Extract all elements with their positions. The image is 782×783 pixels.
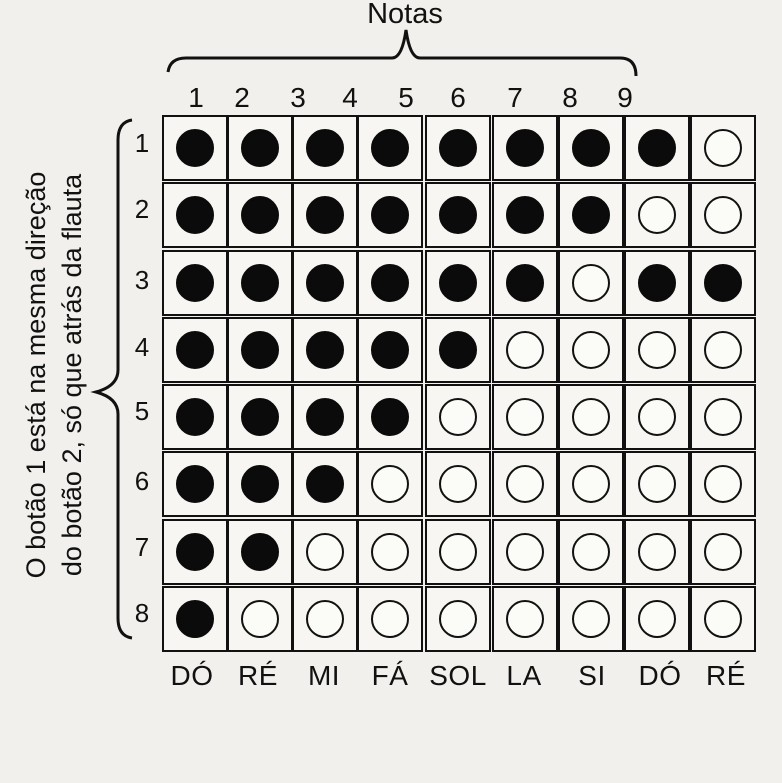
- open-hole-icon: [572, 264, 610, 302]
- note-label: SI: [578, 660, 606, 691]
- closed-hole-icon: [439, 264, 477, 302]
- closed-hole-icon: [306, 129, 344, 167]
- grid-cell: [690, 250, 756, 316]
- note-label: FÁ: [371, 660, 409, 691]
- grid-cell: [425, 384, 491, 450]
- column-number: 3: [290, 82, 306, 113]
- closed-hole-icon: [241, 331, 279, 369]
- closed-hole-icon: [241, 465, 279, 503]
- open-hole-icon: [638, 600, 676, 638]
- open-hole-icon: [506, 465, 544, 503]
- column-number: 2: [234, 82, 250, 113]
- grid-cell: [492, 586, 558, 652]
- grid-cell: [162, 317, 228, 383]
- open-hole-icon: [439, 465, 477, 503]
- grid-cell: [357, 115, 423, 181]
- row-number: 2: [134, 194, 150, 224]
- open-hole-icon: [704, 398, 742, 436]
- note-label: SOL: [429, 660, 487, 691]
- grid-cell: [425, 519, 491, 585]
- grid-cell: [558, 586, 624, 652]
- closed-hole-icon: [638, 129, 676, 167]
- grid-cell: [690, 519, 756, 585]
- closed-hole-icon: [241, 196, 279, 234]
- grid-cell: [624, 182, 690, 248]
- side-caption-line-1: O botão 1 está na mesma direção: [21, 171, 51, 579]
- closed-hole-icon: [241, 398, 279, 436]
- column-number: 8: [562, 82, 578, 113]
- open-hole-icon: [638, 196, 676, 234]
- row-number: 7: [134, 532, 150, 562]
- closed-hole-icon: [176, 196, 214, 234]
- grid-cell: [624, 519, 690, 585]
- open-hole-icon: [704, 331, 742, 369]
- closed-hole-icon: [241, 129, 279, 167]
- grid-cell: [357, 317, 423, 383]
- grid-cell: [624, 384, 690, 450]
- row-number: 3: [134, 265, 150, 295]
- open-hole-icon: [439, 533, 477, 571]
- open-hole-icon: [638, 398, 676, 436]
- closed-hole-icon: [306, 331, 344, 369]
- closed-hole-icon: [371, 331, 409, 369]
- grid-cell: [690, 115, 756, 181]
- closed-hole-icon: [176, 600, 214, 638]
- open-hole-icon: [572, 600, 610, 638]
- open-hole-icon: [306, 533, 344, 571]
- note-label: DÓ: [638, 660, 682, 691]
- grid-cell: [492, 115, 558, 181]
- row-number: 5: [134, 396, 150, 426]
- grid-cell: [292, 384, 358, 450]
- grid-cell: [227, 317, 293, 383]
- grid-cell: [292, 182, 358, 248]
- open-hole-icon: [638, 331, 676, 369]
- open-hole-icon: [439, 398, 477, 436]
- row-number: 4: [134, 332, 150, 362]
- grid-cell: [492, 519, 558, 585]
- note-label: LA: [506, 660, 542, 691]
- grid-cell: [690, 384, 756, 450]
- grid-cell: [558, 519, 624, 585]
- closed-hole-icon: [176, 264, 214, 302]
- closed-hole-icon: [306, 196, 344, 234]
- open-hole-icon: [371, 533, 409, 571]
- closed-hole-icon: [572, 196, 610, 234]
- grid-cell: [227, 451, 293, 517]
- row-number: 1: [134, 128, 150, 158]
- grid-cell: [292, 519, 358, 585]
- closed-hole-icon: [176, 398, 214, 436]
- grid-cell: [357, 451, 423, 517]
- closed-hole-icon: [371, 398, 409, 436]
- closed-hole-icon: [176, 533, 214, 571]
- grid-cell: [292, 115, 358, 181]
- column-number: 5: [398, 82, 414, 113]
- grid-cell: [425, 451, 491, 517]
- closed-hole-icon: [241, 264, 279, 302]
- open-hole-icon: [704, 533, 742, 571]
- column-number: 7: [507, 82, 523, 113]
- row-number: 6: [134, 466, 150, 496]
- grid-cell: [492, 182, 558, 248]
- open-hole-icon: [439, 600, 477, 638]
- closed-hole-icon: [439, 129, 477, 167]
- closed-hole-icon: [506, 196, 544, 234]
- grid-cell: [292, 451, 358, 517]
- grid-cell: [558, 250, 624, 316]
- grid-cell: [425, 115, 491, 181]
- closed-hole-icon: [176, 331, 214, 369]
- open-hole-icon: [371, 600, 409, 638]
- closed-hole-icon: [176, 129, 214, 167]
- open-hole-icon: [704, 129, 742, 167]
- grid-cell: [162, 451, 228, 517]
- grid-cell: [227, 250, 293, 316]
- closed-hole-icon: [306, 264, 344, 302]
- grid-cell: [425, 317, 491, 383]
- grid-cell: [357, 384, 423, 450]
- open-hole-icon: [572, 398, 610, 436]
- closed-hole-icon: [506, 264, 544, 302]
- grid-cell: [162, 384, 228, 450]
- closed-hole-icon: [704, 264, 742, 302]
- grid-cell: [558, 317, 624, 383]
- grid-cell: [292, 586, 358, 652]
- grid-cell: [624, 115, 690, 181]
- open-hole-icon: [572, 533, 610, 571]
- column-number: 9: [617, 82, 633, 113]
- open-hole-icon: [506, 533, 544, 571]
- grid-cell: [558, 384, 624, 450]
- top-brace: [168, 30, 636, 76]
- grid-cell: [558, 115, 624, 181]
- note-label: RÉ: [706, 660, 746, 691]
- side-caption: [18, 115, 90, 635]
- notes-title: Notas: [367, 0, 443, 30]
- closed-hole-icon: [306, 465, 344, 503]
- column-number: 6: [450, 82, 466, 113]
- grid-cell: [292, 250, 358, 316]
- grid-cell: [492, 384, 558, 450]
- grid-cell: [227, 115, 293, 181]
- closed-hole-icon: [506, 129, 544, 167]
- closed-hole-icon: [371, 196, 409, 234]
- grid-cell: [690, 317, 756, 383]
- grid-cell: [357, 250, 423, 316]
- grid-cell: [492, 250, 558, 316]
- closed-hole-icon: [572, 129, 610, 167]
- grid-cell: [292, 317, 358, 383]
- grid-cell: [492, 317, 558, 383]
- closed-hole-icon: [638, 264, 676, 302]
- note-label: MI: [307, 660, 341, 691]
- closed-hole-icon: [371, 129, 409, 167]
- grid-cell: [162, 519, 228, 585]
- grid-cell: [690, 182, 756, 248]
- open-hole-icon: [371, 465, 409, 503]
- grid-cell: [227, 182, 293, 248]
- open-hole-icon: [638, 533, 676, 571]
- grid-cell: [690, 451, 756, 517]
- grid-cell: [558, 182, 624, 248]
- grid-cell: [624, 250, 690, 316]
- grid-cell: [162, 586, 228, 652]
- open-hole-icon: [506, 398, 544, 436]
- open-hole-icon: [704, 465, 742, 503]
- grid-cell: [357, 586, 423, 652]
- open-hole-icon: [506, 600, 544, 638]
- closed-hole-icon: [371, 264, 409, 302]
- open-hole-icon: [572, 331, 610, 369]
- grid-cell: [227, 519, 293, 585]
- open-hole-icon: [241, 600, 279, 638]
- note-label: RÉ: [238, 660, 278, 691]
- grid-cell: [227, 586, 293, 652]
- grid-cell: [357, 519, 423, 585]
- side-caption-line-2: do botão 2, só que atrás da flauta: [57, 173, 87, 577]
- grid-cell: [162, 115, 228, 181]
- grid-cell: [624, 451, 690, 517]
- grid-cell: [690, 586, 756, 652]
- grid-cell: [425, 586, 491, 652]
- closed-hole-icon: [176, 465, 214, 503]
- note-label: DÓ: [170, 660, 214, 691]
- grid-cell: [357, 182, 423, 248]
- grid-cell: [492, 451, 558, 517]
- grid-cell: [558, 451, 624, 517]
- open-hole-icon: [572, 465, 610, 503]
- closed-hole-icon: [306, 398, 344, 436]
- closed-hole-icon: [241, 533, 279, 571]
- closed-hole-icon: [439, 196, 477, 234]
- grid-cell: [624, 586, 690, 652]
- open-hole-icon: [704, 196, 742, 234]
- open-hole-icon: [704, 600, 742, 638]
- open-hole-icon: [306, 600, 344, 638]
- open-hole-icon: [638, 465, 676, 503]
- grid-cell: [162, 250, 228, 316]
- closed-hole-icon: [439, 331, 477, 369]
- grid-cell: [227, 384, 293, 450]
- column-number: 1: [188, 82, 204, 113]
- row-number: 8: [134, 598, 150, 628]
- grid-cell: [425, 250, 491, 316]
- column-number: 4: [342, 82, 358, 113]
- grid-cell: [425, 182, 491, 248]
- open-hole-icon: [506, 331, 544, 369]
- grid-cell: [624, 317, 690, 383]
- grid-cell: [162, 182, 228, 248]
